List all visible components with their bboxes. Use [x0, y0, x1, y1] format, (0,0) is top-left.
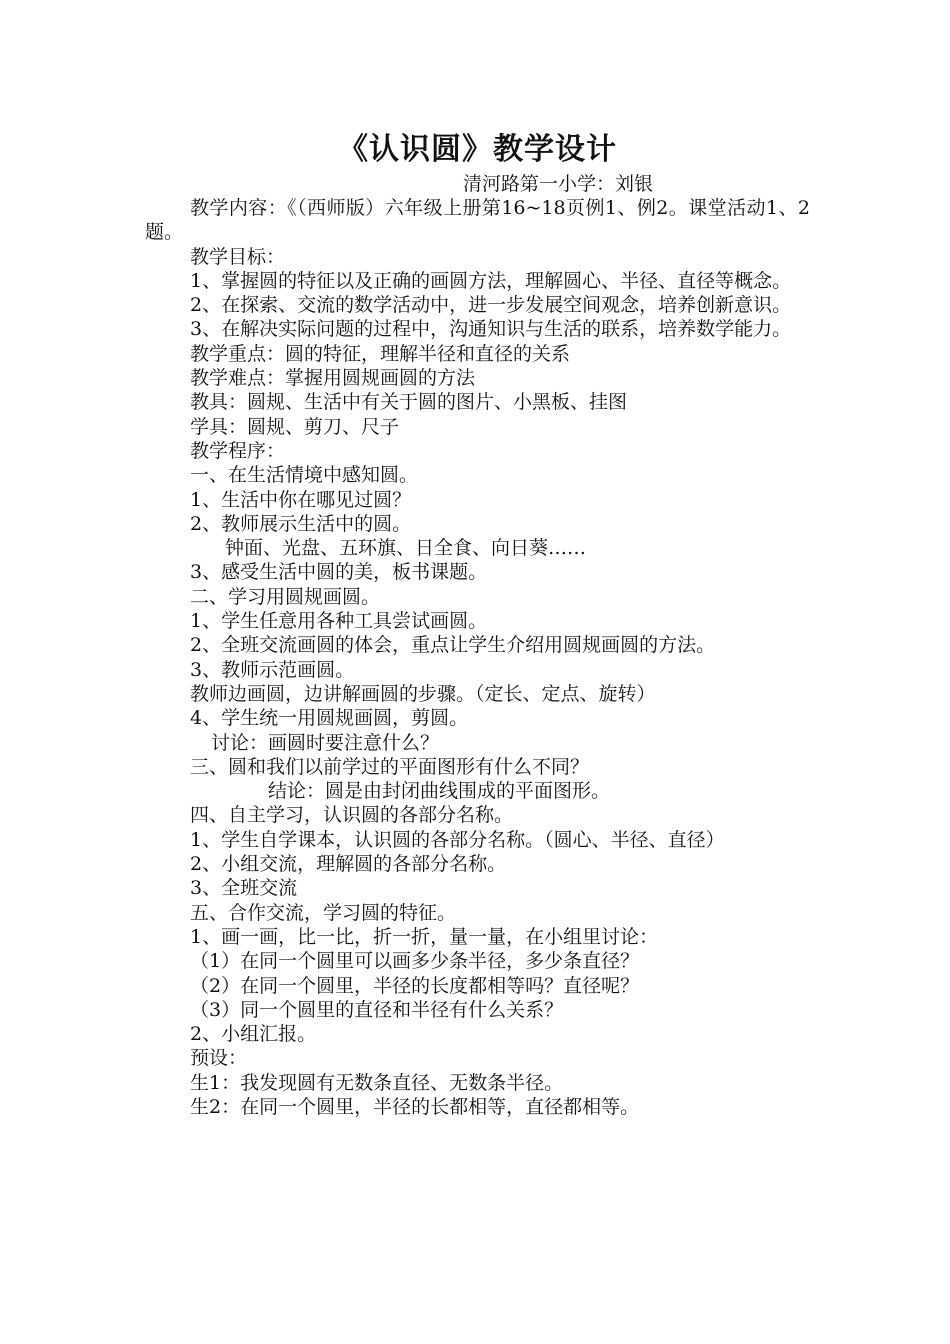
list-item: 结论：圆是由封闭曲线围成的平面图形。 [268, 780, 611, 803]
key-point: 教学重点：圆的特征，理解半径和直径的关系 [190, 342, 571, 365]
list-item: 教师边画圆，边讲解画圆的步骤。（定长、定点、旋转） [190, 682, 656, 705]
section-heading: 一、在生活情境中感知圆。 [190, 464, 419, 487]
section-heading: 三、圆和我们以前学过的平面图形有什么不同？ [190, 755, 590, 778]
list-item: 3、感受生活中圆的美，板书课题。 [190, 561, 488, 584]
list-item: 3、教师示范画圆。 [190, 658, 355, 681]
objective-3: 3、在解决实际问题的过程中，沟通知识与生活的联系，培养数学能力。 [190, 318, 792, 341]
list-item: 2、小组交流，理解圆的各部分名称。 [190, 853, 507, 876]
list-item: 1、学生自学课本，认识圆的各部分名称。（圆心、半径、直径） [190, 828, 725, 851]
list-item: （1）在同一个圆里可以画多少条半径，多少条直径？ [190, 950, 640, 973]
list-item: 讨论：画圆时要注意什么？ [211, 731, 440, 754]
teaching-content: 教学内容：《（西师版）六年级上册第16~18页例1、例2。课堂活动1、2题。 [145, 197, 810, 244]
list-item: （3）同一个圆里的直径和半径有什么关系？ [190, 998, 564, 1021]
list-item: 2、教师展示生活中的圆。 [190, 512, 412, 535]
list-item: 1、画一画，比一比，折一折，量一量，在小组里讨论： [190, 925, 659, 948]
list-item: 生1：我发现圆有无数条直径、无数条半径。 [190, 1071, 564, 1094]
objectives-heading: 教学目标： [190, 245, 286, 268]
list-item: （2）在同一个圆里，半径的长度都相等吗？直径呢？ [190, 974, 640, 997]
list-item: 4、学生统一用圆规画圆，剪圆。 [190, 707, 469, 730]
difficult-point: 教学难点：掌握用圆规画圆的方法 [190, 367, 476, 390]
document-page [145, 128, 810, 1119]
section-heading: 二、学习用圆规画圆。 [190, 585, 381, 608]
list-item: 预设： [190, 1047, 248, 1070]
objective-2: 2、在探索、交流的数学活动中，进一步发展空间观念，培养创新意识。 [190, 294, 792, 317]
list-item: 生2：在同一个圆里，半径的长都相等，直径都相等。 [190, 1095, 640, 1118]
list-item: 钟面、光盘、五环旗、日全食、向日葵…… [225, 537, 587, 560]
document-title: 《认识圆》教学设计 [338, 132, 617, 167]
section-heading: 四、自主学习，认识圆的各部分名称。 [190, 804, 514, 827]
learning-tools: 学具：圆规、剪刀、尺子 [190, 415, 400, 438]
section-heading: 五、合作交流，学习圆的特征。 [190, 901, 457, 924]
list-item: 2、全班交流画圆的体会，重点让学生介绍用圆规画圆的方法。 [190, 634, 716, 657]
list-item: 1、学生任意用各种工具尝试画圆。 [190, 610, 488, 633]
objective-1: 1、掌握圆的特征以及正确的画圆方法，理解圆心、半径、直径等概念。 [190, 269, 792, 292]
list-item: 1、生活中你在哪见过圆？ [190, 488, 412, 511]
list-item: 3、全班交流 [190, 877, 298, 900]
procedure-heading: 教学程序： [190, 439, 286, 462]
list-item: 2、小组汇报。 [190, 1023, 317, 1046]
teaching-aids: 教具：圆规、生活中有关于圆的图片、小黑板、挂图 [190, 391, 628, 414]
author-line: 清河路第一小学：刘银 [463, 173, 654, 195]
